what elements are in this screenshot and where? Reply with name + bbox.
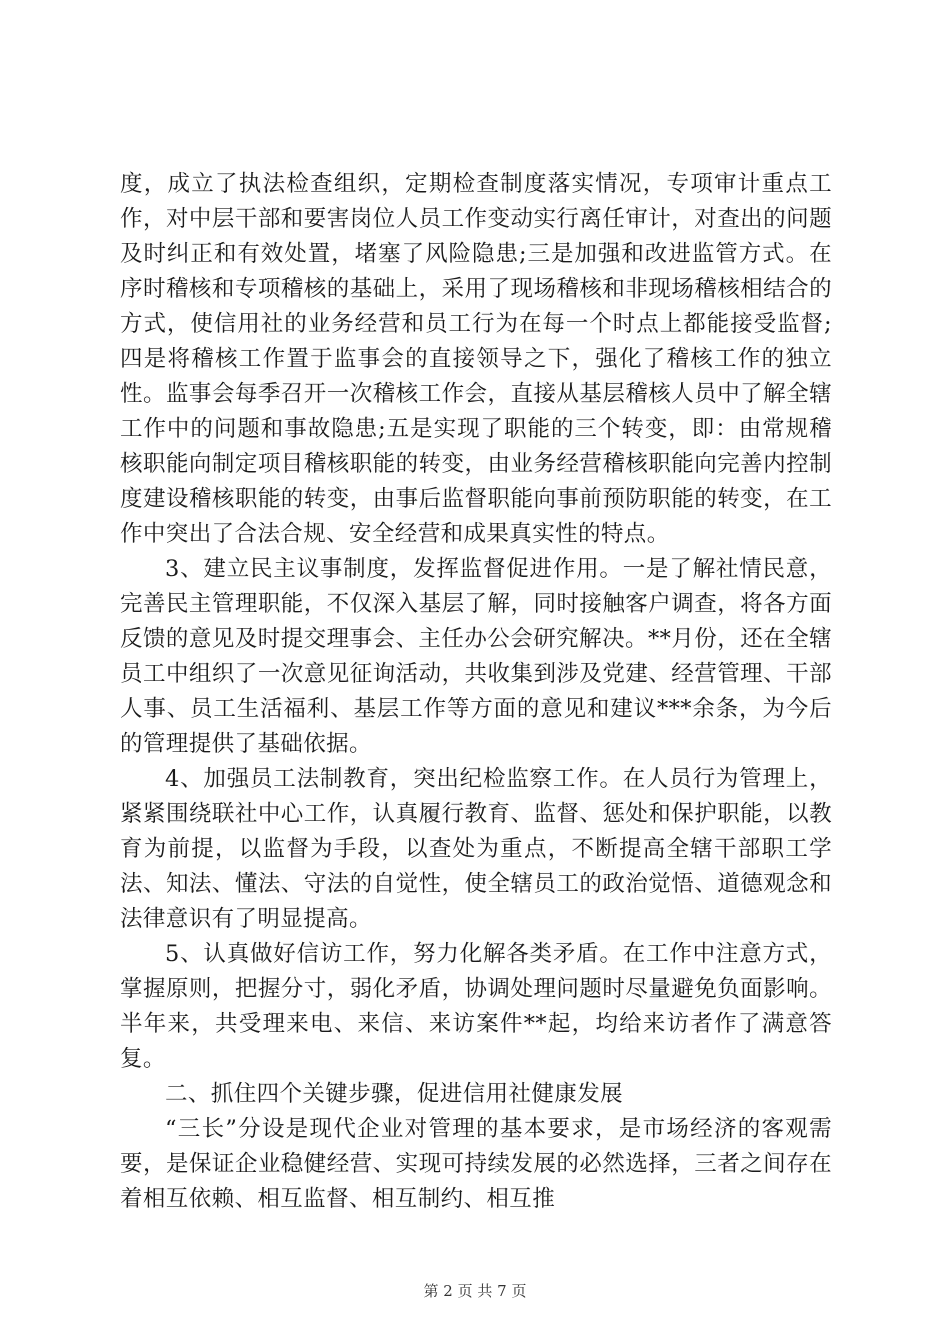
paragraph-item-4: 4、加强员工法制教育，突出纪检监察工作。在人员行为管理上，紧紧围绕联社中心工作，认真履行教育、监督、惩处和保护职能，以教育为前提，以监督为手段，以查处为重点，不断提高全辖干部职工学法、知法、懂法、守法的自觉性，使全辖员工的政治觉悟、道德观念和法律意识有了明显提高。	[120, 766, 832, 932]
paragraph-item-5: 5、认真做好信访工作，努力化解各类矛盾。在工作中注意方式，掌握原则，把握分寸，弱化矛盾，协调处理问题时尽量避免负面影响。半年来，共受理来电、来信、来访案件**起，均给来访者作了满意答复。	[120, 941, 832, 1072]
page-footer: 第 2 页 共 7 页	[423, 1282, 527, 1300]
paragraph-item-3: 3、建立民主议事制度，发挥监督促进作用。一是了解社情民意，完善民主管理职能，不仅深入基层了解，同时接触客户调查，将各方面反馈的意见及时提交理事会、主任办公会研究解决。**月份，还在全辖员工中组织了一次意见征询活动，共收集到涉及党建、经营管理、干部人事、员工生活福利、基层工作等方面的意见和建议***余条，为今后的管理提供了基础依据。	[120, 556, 832, 757]
paragraph-section-intro: “三长”分设是现代企业对管理的基本要求，是市场经济的客观需要，是保证企业稳健经营、实现可持续发展的必然选择，三者之间存在着相互依赖、相互监督、相互制约、相互推	[120, 1116, 832, 1212]
document-body	[120, 167, 832, 1217]
paragraph-continuation: 度，成立了执法检查组织，定期检查制度落实情况，专项审计重点工作，对中层干部和要害岗位人员工作变动实行离任审计，对查出的问题及时纠正和有效处置，堵塞了风险隐患;三是加强和改进监管方式。在序时稽核和专项稽核的基础上，采用了现场稽核和非现场稽核相结合的方式，使信用社的业务经营和员工行为在每一个时点上都能接受监督;四是将稽核工作置于监事会的直接领导之下，强化了稽核工作的独立性。监事会每季召开一次稽核工作会，直接从基层稽核人员中了解全辖工作中的问题和事故隐患;五是实现了职能的三个转变，即：由常规稽核职能向制定项目稽核职能的转变，由业务经营稽核职能向完善内控制度建设稽核职能的转变，由事后监督职能向事前预防职能的转变，在工作中突出了合法合规、安全经营和成果真实性的特点。	[120, 171, 832, 547]
section-heading: 二、抓住四个关键步骤，促进信用社健康发展	[165, 1081, 624, 1107]
